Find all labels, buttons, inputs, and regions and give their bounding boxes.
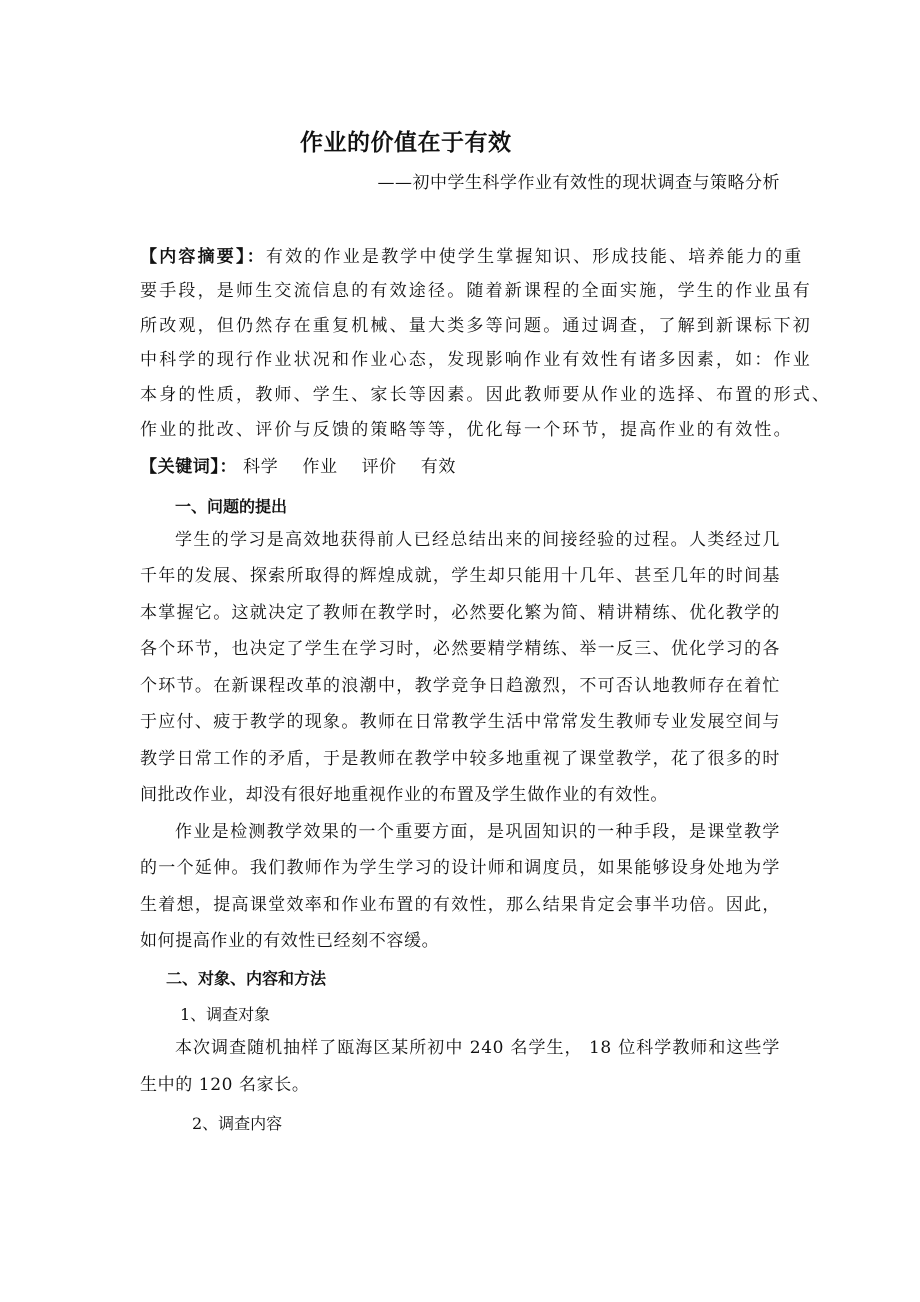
- paragraph-line: 本次调查随机抽样了瓯海区某所初中 240 名学生， 18 位科学教师和这些学: [175, 1038, 780, 1058]
- paragraph-line: 如何提高作业的有效性已经刻不容缓。: [140, 931, 440, 951]
- abstract-text: 有效的作业是教学中使学生掌握知识、形成技能、培养能力的重: [265, 247, 804, 267]
- abstract-line: 本身的性质，教师、学生、家长等因素。因此教师要从作业的选择、布置的形式、: [140, 385, 832, 405]
- paragraph-line: 间批改作业，却没有很好地重视作业的布置及学生做作业的有效性。: [140, 785, 668, 805]
- keywords-line: [140, 457, 780, 477]
- abstract-line: [140, 247, 804, 267]
- keywords-separator: ：: [219, 457, 238, 477]
- abstract-line: 要手段，是师生交流信息的有效途径。随着新课程的全面实施，学生的作业虽有: [140, 281, 812, 301]
- abstract-line: 作业的批改、评价与反馈的策略等等，优化每一个环节，提高作业的有效性。: [140, 420, 793, 440]
- paragraph-line: 教学日常工作的矛盾，于是教师在教学中较多地重视了课堂教学，花了很多的时: [140, 749, 780, 769]
- keyword: 有效: [420, 457, 456, 477]
- paragraph-line: 学生的学习是高效地获得前人已经总结出来的间接经验的过程。人类经过几: [175, 530, 780, 550]
- keyword: 科学: [243, 457, 279, 477]
- keywords-label: 【关键词】: [140, 457, 220, 477]
- document-title: 作业的价值在于有效: [300, 130, 512, 156]
- paragraph-line: 本掌握它。这就决定了教师在教学时，必然要化繁为简、精讲精练、优化教学的: [140, 603, 780, 623]
- paragraph-line: 千年的发展、探索所取得的辉煌成就，学生却只能用十几年、甚至几年的时间基: [140, 566, 780, 586]
- abstract-label: 【内容摘要】: [140, 247, 247, 267]
- paragraph-line: 个环节。在新课程改革的浪潮中，教学竞争日趋激烈，不可否认地教师存在着忙: [140, 676, 780, 696]
- paragraph-line: 生中的 120 名家长。: [140, 1075, 310, 1095]
- paragraph-line: 生着想，提高课堂效率和作业布置的有效性，那么结果肯定会事半功倍。因此，: [140, 895, 780, 915]
- keyword: 评价: [361, 457, 397, 477]
- paragraph-line: 作业是检测教学效果的一个重要方面，是巩固知识的一种手段，是课堂教学: [175, 822, 780, 842]
- section-heading: 二、对象、内容和方法: [166, 969, 327, 988]
- subsection-heading: 2、调查内容: [192, 1114, 283, 1133]
- paragraph-line: 于应付、疲于教学的现象。教师在日常教学生活中常常发生教师专业发展空间与: [140, 712, 780, 732]
- abstract-separator: ：: [246, 247, 266, 267]
- abstract-line: 中科学的现行作业状况和作业心态，发现影响作业有效性有诸多因素，如：作业: [140, 350, 812, 370]
- document-subtitle: ——初中学生科学作业有效性的现状调查与策略分析: [377, 173, 780, 193]
- abstract-line: 所改观，但仍然存在重复机械、量大类多等问题。通过调查，了解到新课标下初: [140, 316, 812, 336]
- subsection-heading: 1、调查对象: [180, 1005, 271, 1024]
- paragraph-line: 各个环节，也决定了学生在学习时，必然要精学精练、举一反三、优化学习的各: [140, 639, 780, 659]
- section-heading: 一、问题的提出: [175, 497, 288, 516]
- keyword: 作业: [302, 457, 338, 477]
- paragraph-line: 的一个延伸。我们教师作为学生学习的设计师和调度员，如果能够设身处地为学: [140, 858, 780, 878]
